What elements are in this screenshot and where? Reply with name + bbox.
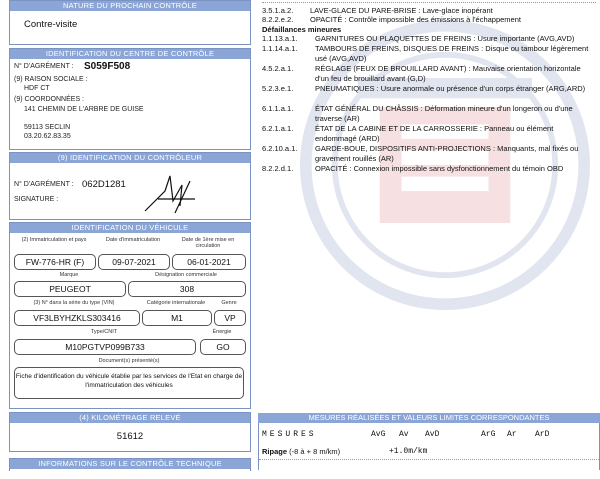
coord-label: (9) COORDONNÉES : [14,96,85,103]
center-box [9,48,251,150]
ripage-row [262,447,340,456]
cat-label: Catégorie internationale [146,300,206,306]
phone: 03.20.62.83.35 [24,133,71,140]
energie-value: GO [200,339,246,355]
defect-top-2: 8.2.2.e.2. OPACITÉ : Contrôle impossible des émissions à l'échappement [262,15,521,24]
col-ar: Ar [507,430,517,439]
cat-value: M1 [142,310,212,326]
next-control-header: NATURE DU PROCHAIN CONTRÔLE [10,1,250,11]
ripage-value: +1.0m/km [389,447,428,456]
marque-value: PEUGEOT [14,281,126,297]
immat-label: (2) Immatriculation et pays [21,237,87,243]
controller-header: (9) IDENTIFICATION DU CONTRÔLEUR [10,153,250,163]
date-immat-value: 09-07-2021 [98,254,170,270]
signature-label: SIGNATURE : [14,196,59,203]
vin-value: VF3LBYHZKLS303416 [14,310,140,326]
col-avd: AvD [425,430,440,439]
raison-label: (9) RAISON SOCIALE : [14,76,88,83]
measures-title: MESURES [262,430,317,439]
defect-minor-5: 6.1.1.a.1. ÉTAT GÉNÉRAL DU CHÂSSIS : Déformation mineure d'un longeron ou d'une traverse (AR) [262,104,573,123]
bottom-info-header: INFORMATIONS SUR LE CONTRÔLE TECHNIQUE DÉFAVORABLE [10,459,250,469]
vin-label: (3) N° dans la série du type (VIN) [33,300,115,306]
designation-value: 308 [128,281,246,297]
next-control-value: Contre-visite [24,19,78,30]
center-header: IDENTIFICATION DU CENTRE DE CONTRÔLE [10,49,250,59]
marque-label: Marque [59,272,79,278]
designation-label: Désignation commerciale [155,272,217,278]
docs-label: Document(s) présenté(s) [98,358,160,364]
vehicle-box [9,222,251,409]
defect-minor-1: 1.1.13.a.1. GARNITURES OU PLAQUETTES DE FREINS : Usure importante (AVG,AVD) [262,34,575,43]
type-value: M10PGTVP099B733 [14,339,196,355]
center-agrement-label: N° D'AGRÉMENT : [14,63,74,70]
mileage-value: 51612 [116,431,144,442]
center-agrement-value: S059F508 [84,61,131,72]
defect-minor-8: 8.2.2.d.1. OPACITÉ : Connexion impossible sans dysfonctionnement du témoin OBD [262,164,564,173]
measures-row-divider [259,459,599,460]
defect-minor-6: 6.2.1.a.1. ÉTAT DE LA CABINE ET DE LA CARROSSERIE : Panneau ou élément endommagé (ARD) [262,124,554,143]
controller-box [9,152,251,220]
defect-minor-3: 4.5.2.a.1. RÉGLAGE (FEUX DE BROUILLARD AVANT) : Mauvaise orientation horizontale d'un feu de brouillard avant (G,D) [262,64,581,83]
date-first-value: 06-01-2021 [172,254,246,270]
col-av: Av [399,430,409,439]
address-line2: 59113 SECLIN [24,124,71,131]
next-control-box [9,0,251,45]
measures-header: MESURES RÉALISÉES ET VALEURS LIMITES CORRESPONDANTES [258,413,600,423]
ripage-limits: (-8 à + 8 m/km) [289,447,341,456]
col-avg: AvG [371,430,386,439]
defect-minor-4: 5.2.3.e.1. PNEUMATIQUES : Usure anormale ou présence d'un corps étranger (ARG,ARD) [262,84,586,93]
col-ard: ArD [535,430,550,439]
left-column [0,0,255,478]
docs-value: Fiche d'identification du véhicule établie par les services de l'Etat en charge de l'immatriculation des véhicules [14,367,244,399]
defect-minor-2: 1.1.14.a.1. TAMBOURS DE FREINS, DISQUES DE FREINS : Disque ou tambour légèrement usé (AVG,AVD) [262,44,589,63]
ripage-label: Ripage [262,447,288,456]
type-label: Type/CNIT [90,329,118,335]
col-arg: ArG [481,430,496,439]
right-column [258,0,600,470]
address-line1: 141 CHEMIN DE L'ARBRE DE GUISE [24,106,144,113]
controller-agrement-value: 062D1281 [82,179,126,190]
energie-label: Énergie [212,329,232,335]
measures-box [258,423,600,470]
minor-title: Défaillances mineures [262,25,342,34]
mileage-header: (4) KILOMÉTRAGE RELEVÉ [10,413,250,423]
cut-line [262,0,596,3]
date-immat-label: Date d'immatriculation [105,237,161,243]
genre-value: VP [214,310,246,326]
defect-minor-7: 6.2.10.a.1. GARDE-BOUE, DISPOSITIFS ANTI-PROJECTIONS : Manquants, mal fixés ou gravement rouillés (AR) [262,144,579,163]
defect-top-1: 3.5.1.a.2. LAVE-GLACE DU PARE-BRISE : Lave-glace inopérant [262,6,493,15]
mileage-box [9,412,251,452]
vehicle-header: IDENTIFICATION DU VÉHICULE [10,223,250,233]
date-first-label: Date de 1ère mise en circulation [181,237,235,249]
raison-value: HDF CT [24,85,50,92]
signature-image [140,171,200,215]
immat-value: FW-776-HR (F) [14,254,96,270]
bottom-info-box [9,458,251,478]
controller-agrement-label: N° D'AGRÉMENT : [14,181,74,188]
genre-label: Genre [221,300,237,306]
